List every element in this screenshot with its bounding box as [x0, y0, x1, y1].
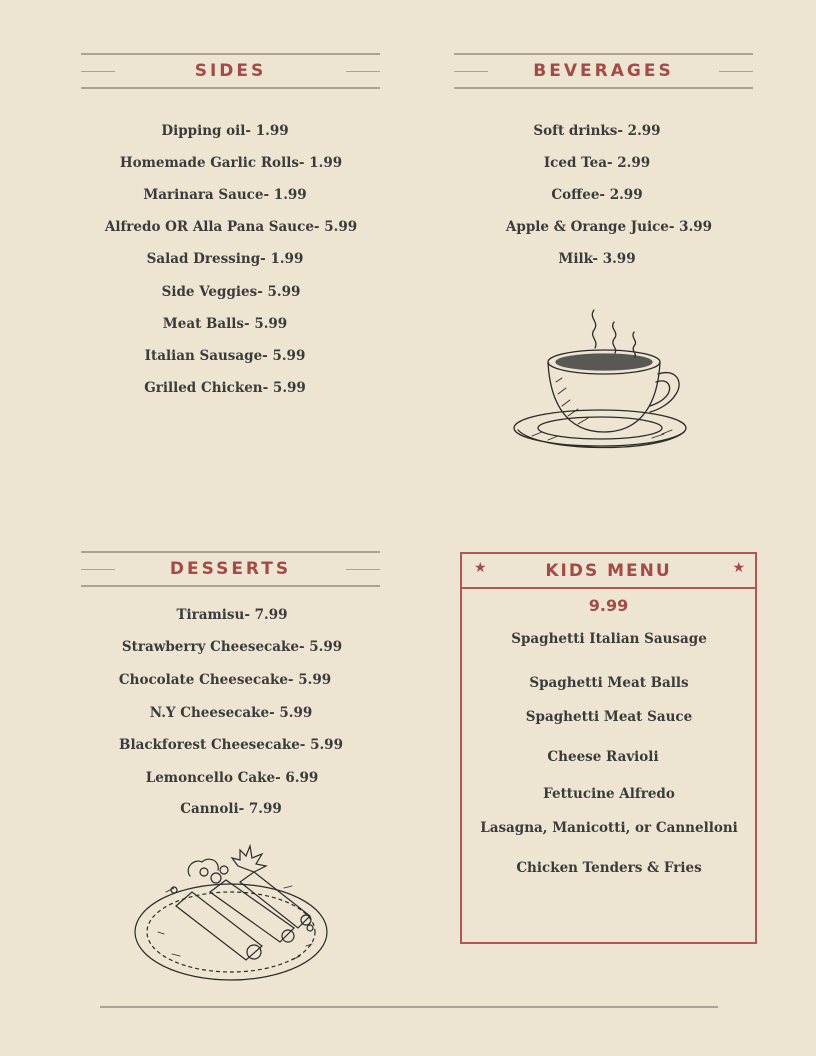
sides-item: Side Veggies- 5.99 [161, 284, 301, 300]
desserts-item: Tiramisu- 7.99 [176, 607, 288, 623]
header-rule-right [719, 71, 753, 72]
kids-menu-item: Spaghetti Meat Sauce [525, 709, 693, 725]
desserts-item: Blackforest Cheesecake- 5.99 [119, 737, 343, 753]
sides-item: Salad Dressing- 1.99 [146, 251, 304, 267]
desserts-header [81, 551, 380, 587]
desserts-item: Lemoncello Cake- 6.99 [145, 770, 319, 786]
sides-item: Marinara Sauce- 1.99 [143, 187, 307, 203]
beverages-header [454, 53, 753, 89]
coffee-cup-sketch-icon [512, 304, 694, 468]
kids-menu-box [460, 552, 757, 944]
sides-item: Meat Balls- 5.99 [162, 316, 288, 332]
header-rule-right [346, 71, 380, 72]
kids-menu-price: 9.99 [588, 596, 629, 615]
kids-menu-item: Cheese Ravioli [547, 749, 659, 765]
beverages-item: Milk- 3.99 [558, 251, 636, 267]
header-rule-right [346, 569, 380, 570]
star-icon: ★ [474, 560, 487, 576]
desserts-item: Strawberry Cheesecake- 5.99 [121, 639, 343, 655]
beverages-item: Coffee- 2.99 [551, 187, 643, 203]
kids-menu-item: Lasagna, Manicotti, or Cannelloni [480, 820, 738, 836]
kids-menu-item: Chicken Tenders & Fries [516, 860, 702, 876]
sides-header [81, 53, 380, 89]
desserts-item: Cannoli- 7.99 [180, 801, 282, 817]
desserts-item: N.Y Cheesecake- 5.99 [149, 705, 313, 721]
sides-item: Italian Sausage- 5.99 [144, 348, 306, 364]
sides-item: Dipping oil- 1.99 [161, 123, 289, 139]
desserts-title: DESSERTS [169, 559, 292, 579]
kids-menu-item: Spaghetti Italian Sausage [511, 631, 707, 647]
kids-menu-header [462, 554, 755, 589]
beverages-item: Apple & Orange Juice- 3.99 [505, 219, 713, 235]
sides-item: Grilled Chicken- 5.99 [144, 380, 306, 396]
beverages-item: Iced Tea- 2.99 [543, 155, 651, 171]
kids-menu-item: Spaghetti Meat Balls [529, 675, 689, 691]
sides-item: Alfredo OR Alla Pana Sauce- 5.99 [104, 219, 358, 235]
kids-menu-title: KIDS MENU [545, 561, 672, 581]
star-icon: ★ [732, 560, 745, 576]
cannoli-plate-sketch-icon [130, 842, 332, 984]
desserts-item: Chocolate Cheesecake- 5.99 [118, 672, 332, 688]
footer-divider [100, 1006, 718, 1008]
kids-menu-item: Fettucine Alfredo [543, 786, 675, 802]
sides-title: SIDES [194, 61, 267, 81]
beverages-item: Soft drinks- 2.99 [533, 123, 661, 139]
sides-item: Homemade Garlic Rolls- 1.99 [119, 155, 343, 171]
beverages-title: BEVERAGES [533, 61, 674, 81]
